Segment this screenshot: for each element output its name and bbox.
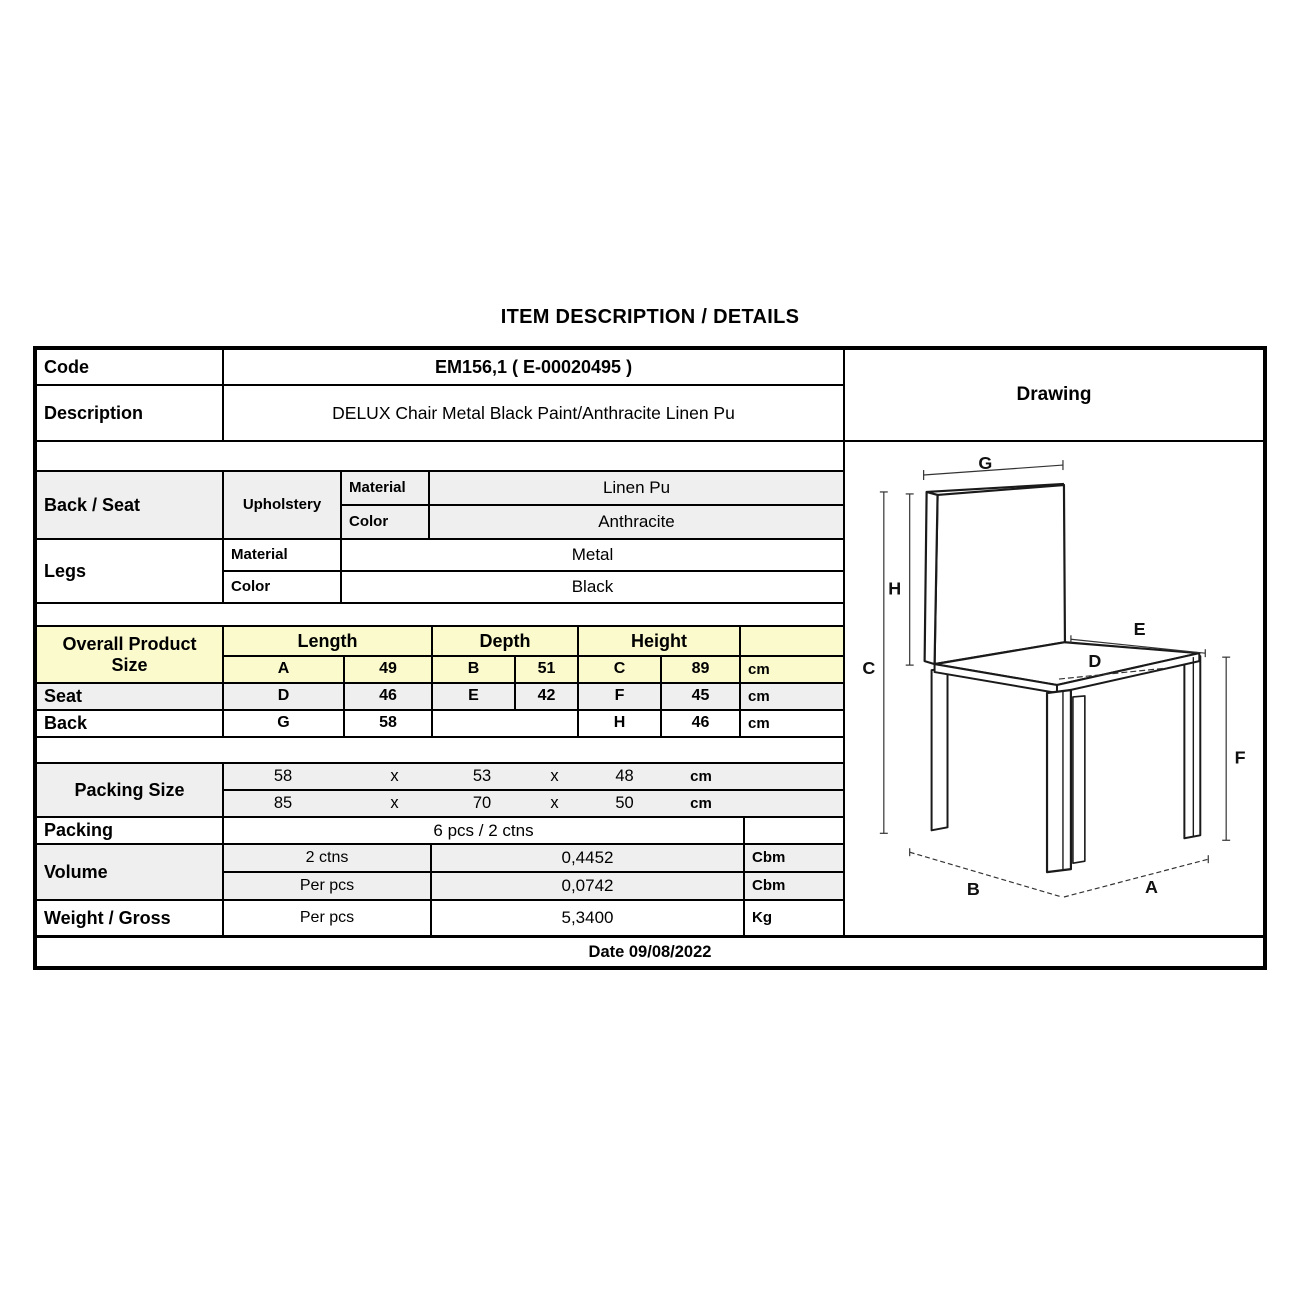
- size-overall-depth-key: B: [431, 655, 516, 684]
- back-seat-color-value: Anthracite: [428, 504, 845, 540]
- legs-label: Legs: [35, 538, 224, 604]
- size-col-depth: Depth: [431, 625, 579, 657]
- packing-dim: 85: [273, 794, 293, 813]
- packing-dim: 70: [472, 794, 492, 813]
- packing-label: Packing: [35, 816, 224, 845]
- weight-qty: Per pcs: [222, 899, 432, 937]
- code-value: EM156,1 ( E-00020495 ): [222, 348, 845, 386]
- description-label: Description: [35, 384, 224, 442]
- spacer-row: [35, 602, 845, 627]
- packing-x: x: [550, 794, 559, 813]
- volume-qty-pcs: Per pcs: [222, 871, 432, 901]
- volume-value-pcs: 0,0742: [430, 871, 745, 901]
- size-back-length-key: G: [222, 709, 345, 738]
- size-overall-height-key: C: [577, 655, 662, 684]
- packing-size-row2: [222, 789, 845, 818]
- dim-label-g: G: [978, 453, 993, 474]
- dim-label-e: E: [1133, 619, 1146, 640]
- packing-size-row1: [222, 762, 845, 791]
- volume-unit-pcs: Cbm: [743, 871, 845, 901]
- size-col-length: Length: [222, 625, 433, 657]
- packing-dim: 48: [615, 767, 634, 786]
- size-col-height: Height: [577, 625, 741, 657]
- volume-qty-ctns: 2 ctns: [222, 843, 432, 873]
- back-seat-material-label: Material: [340, 470, 430, 506]
- packing-unit: cm: [690, 767, 712, 785]
- dim-label-b: B: [966, 879, 980, 900]
- legs-color-value: Black: [340, 570, 845, 604]
- weight-label: Weight / Gross: [35, 899, 224, 937]
- size-seat-depth-key: E: [431, 682, 516, 711]
- size-seat-label: Seat: [35, 682, 224, 711]
- legs-material-value: Metal: [340, 538, 845, 572]
- legs-material-label: Material: [222, 538, 342, 572]
- description-value: DELUX Chair Metal Black Paint/Anthracite Linen Pu: [222, 384, 845, 442]
- size-overall-length-key: A: [222, 655, 345, 684]
- weight-value: 5,3400: [430, 899, 745, 937]
- packing-dim: 58: [273, 767, 293, 786]
- size-back-length-val: 58: [343, 709, 433, 738]
- volume-label: Volume: [35, 843, 224, 901]
- size-seat-length-key: D: [222, 682, 345, 711]
- size-back-height-val: 46: [660, 709, 741, 738]
- drawing-header: Drawing: [843, 348, 1265, 442]
- packing-empty-cell: [743, 816, 845, 845]
- volume-unit-ctns: Cbm: [743, 843, 845, 873]
- weight-unit: Kg: [743, 899, 845, 937]
- dim-label-d: D: [1088, 651, 1102, 672]
- code-label: Code: [35, 348, 224, 386]
- volume-value-ctns: 0,4452: [430, 843, 745, 873]
- size-back-depth-empty: [431, 709, 579, 738]
- overall-size-label-line1: Overall Product: [62, 633, 197, 654]
- back-seat-label: Back / Seat: [35, 470, 224, 540]
- packing-size-label: Packing Size: [35, 762, 224, 818]
- packing-dim: 50: [615, 794, 634, 813]
- size-overall-height-val: 89: [660, 655, 741, 684]
- size-col-unit-empty: [739, 625, 845, 657]
- chair-drawing: [846, 443, 1262, 934]
- dim-label-h: H: [888, 578, 902, 599]
- dim-label-a: A: [1145, 877, 1158, 898]
- packing-x: x: [390, 767, 399, 786]
- size-overall-unit: cm: [739, 655, 845, 684]
- date-row: Date 09/08/2022: [35, 935, 1265, 968]
- size-seat-height-val: 45: [660, 682, 741, 711]
- packing-dim: 53: [472, 767, 492, 786]
- page-title: ITEM DESCRIPTION / DETAILS: [500, 306, 800, 328]
- size-seat-height-key: F: [577, 682, 662, 711]
- dim-label-c: C: [862, 658, 876, 679]
- packing-value: 6 pcs / 2 ctns: [222, 816, 745, 845]
- overall-size-label: [35, 625, 224, 684]
- size-back-unit: cm: [739, 709, 845, 738]
- size-seat-unit: cm: [739, 682, 845, 711]
- spacer-row: [35, 736, 845, 764]
- spacer-row: [35, 440, 845, 472]
- packing-unit: cm: [690, 794, 712, 812]
- drawing-box: [843, 440, 1265, 937]
- size-seat-length-val: 46: [343, 682, 433, 711]
- packing-x: x: [550, 767, 559, 786]
- back-seat-material-value: Linen Pu: [428, 470, 845, 506]
- legs-color-label: Color: [222, 570, 342, 604]
- size-overall-depth-val: 51: [514, 655, 579, 684]
- packing-x: x: [390, 794, 399, 813]
- back-seat-color-label: Color: [340, 504, 430, 540]
- size-back-height-key: H: [577, 709, 662, 738]
- overall-size-label-line2: Size: [111, 654, 148, 675]
- upholstery-label: Upholstery: [222, 470, 342, 540]
- size-overall-length-val: 49: [343, 655, 433, 684]
- size-seat-depth-val: 42: [514, 682, 579, 711]
- dim-label-f: F: [1234, 747, 1246, 768]
- size-back-label: Back: [35, 709, 224, 738]
